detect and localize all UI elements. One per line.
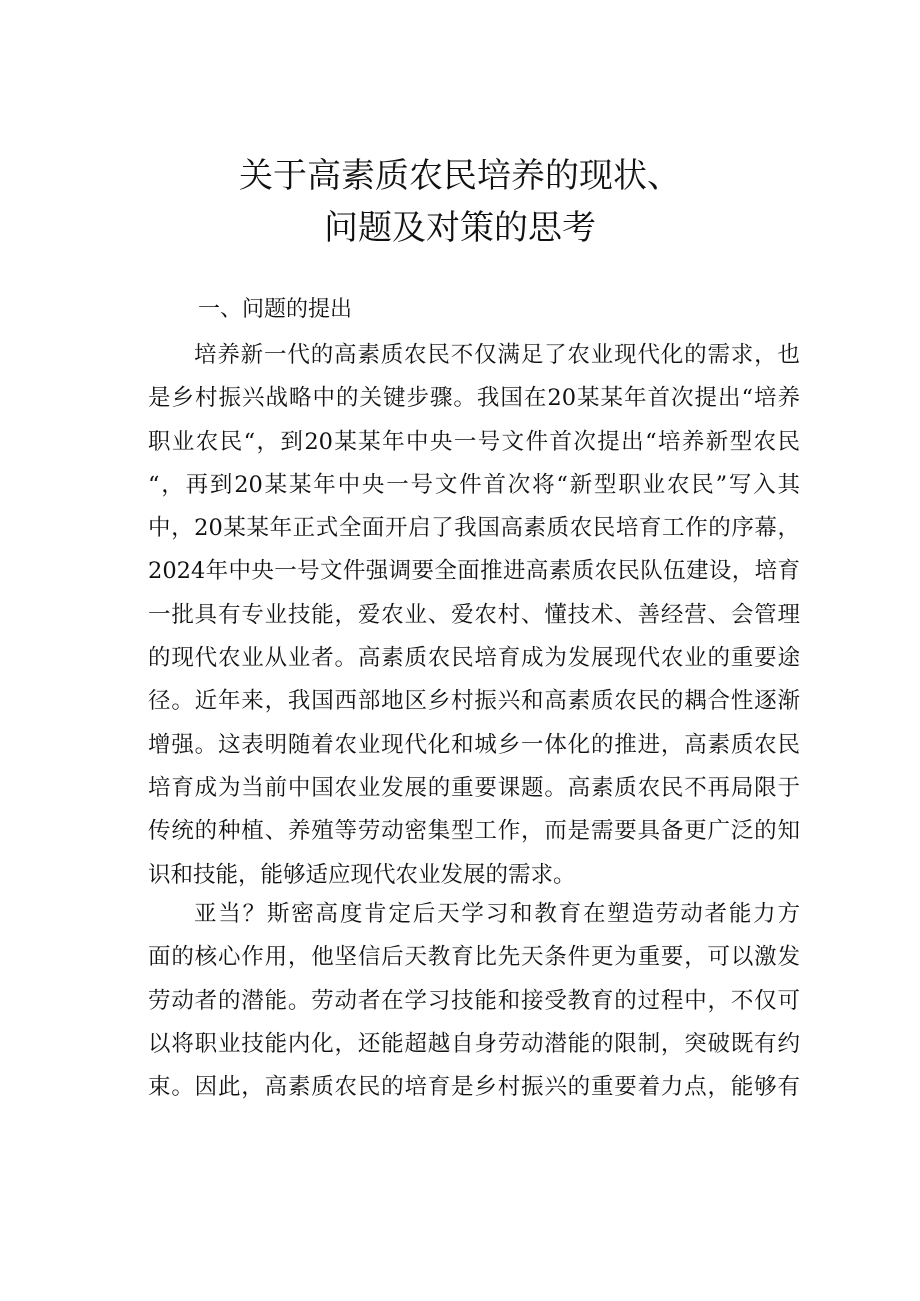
paragraph-line: 传统的种植、养殖等劳动密集型工作，而是需要具备更广泛的知: [148, 818, 800, 845]
paragraph-line: “，再到20某某年中央一号文件首次将“新型职业农民”写入其: [148, 471, 800, 498]
paragraph-2: [148, 893, 800, 1109]
title-line-2: 问题及对策的思考: [324, 208, 596, 248]
paragraph-line: 识和技能，能够适应现代农业发展的需求。: [148, 861, 576, 888]
paragraph-line: 面的核心作用，他坚信后天教育比先天条件更为重要，可以激发: [148, 944, 800, 971]
paragraph-line: 以将职业技能内化，还能超越自身劳动潜能的限制，突破既有约: [148, 1030, 800, 1057]
title-line-1: 关于高素质农民培养的现状、: [239, 156, 681, 196]
paragraph-line: 径。近年来，我国西部地区乡村振兴和高素质农民的耦合性逐渐: [148, 688, 800, 715]
paragraph-1: [148, 334, 800, 897]
paragraph-line: 增强。这表明随着农业现代化和城乡一体化的推进，高素质农民: [148, 731, 800, 758]
paragraph-line: 职业农民“，到20某某年中央一号文件首次提出“培养新型农民: [148, 428, 800, 455]
paragraph-line: 中，20某某年正式全面开启了我国高素质农民培育工作的序幕，: [148, 515, 800, 542]
document-title: [150, 150, 770, 254]
section-heading: 一、问题的提出: [198, 297, 353, 322]
paragraph-line: 培育成为当前中国农业发展的重要课题。高素质农民不再局限于: [148, 774, 800, 801]
paragraph-line: 束。因此，高素质农民的培育是乡村振兴的重要着力点，能够有: [148, 1074, 800, 1101]
paragraph-line: 是乡村振兴战略中的关键步骤。我国在20某某年首次提出“培养: [148, 385, 800, 412]
paragraph-line: 一批具有专业技能，爱农业、爱农村、懂技术、善经营、会管理: [148, 601, 800, 628]
paragraph-line: 亚当？斯密高度肯定后天学习和教育在塑造劳动者能力方: [194, 901, 800, 927]
paragraph-line: 的现代农业从业者。高素质农民培育成为发展现代农业的重要途: [148, 645, 800, 672]
paragraph-line: 劳动者的潜能。劳动者在学习技能和接受教育的过程中，不仅可: [148, 987, 800, 1014]
paragraph-line: 培养新一代的高素质农民不仅满足了农业现代化的需求，也: [194, 342, 800, 368]
paragraph-line: 2024年中央一号文件强调要全面推进高素质农民队伍建设，培育: [148, 558, 800, 585]
